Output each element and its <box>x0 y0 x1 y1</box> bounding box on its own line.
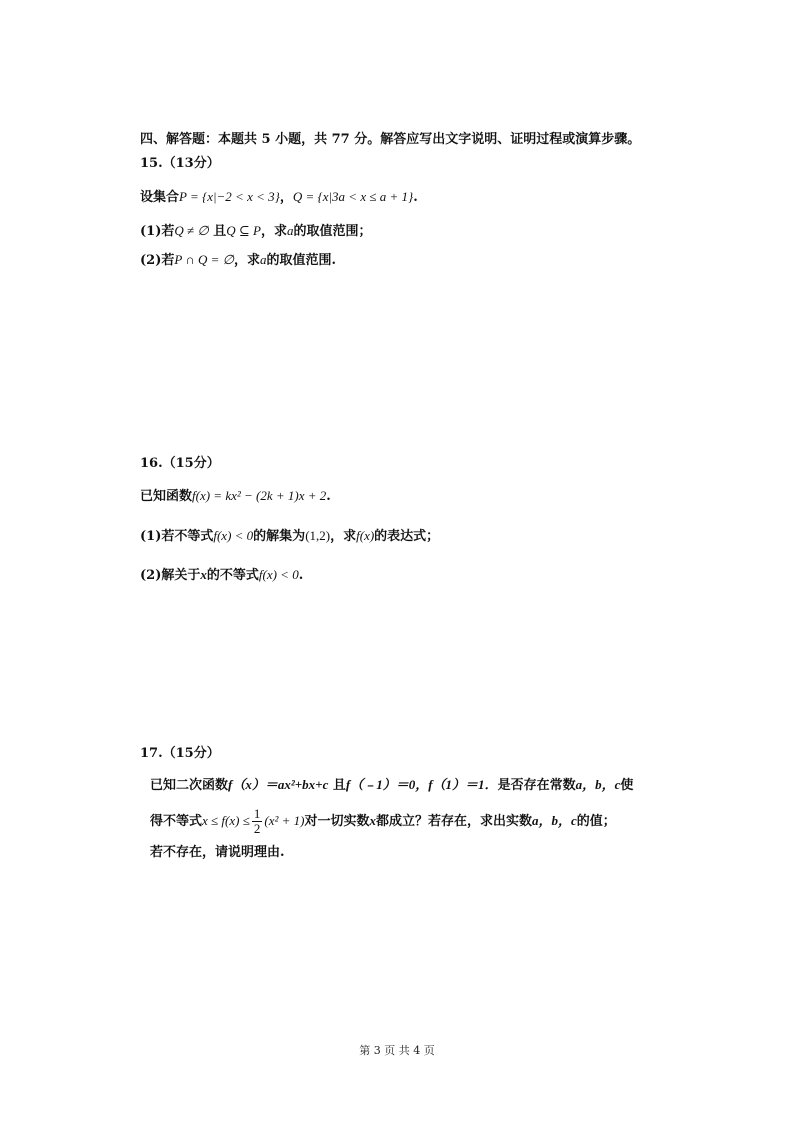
stem-prefix: 已知函数 <box>140 489 193 504</box>
problem-15-part-2 <box>140 250 336 271</box>
variable-x: x <box>200 567 207 582</box>
section-heading: 四、解答题：本题共 5 小题，共 77 分。解答应写出文字说明、证明过程或演算步骤。 <box>140 132 641 147</box>
problem-16-number: 16.（15分） <box>140 456 220 471</box>
part-tail-prefix: ，求 <box>330 529 357 544</box>
line-tail: 是否存在常数 <box>497 778 576 793</box>
fraction-numerator: 1 <box>253 806 261 821</box>
condition-math-2: Q ⊆ P <box>226 223 261 238</box>
part-label: (1)若 <box>140 224 175 239</box>
problem-16-part-2 <box>140 565 303 586</box>
problem-15-part-1 <box>140 221 372 242</box>
part-tail: 的取值范围； <box>293 224 372 239</box>
fraction-denominator: 2 <box>253 821 261 836</box>
condition-1: f（﹣1）＝0， <box>345 777 429 792</box>
interval-math: (1,2) <box>305 528 331 543</box>
variable-x: x <box>369 813 376 828</box>
line-prefix: 已知二次函数 <box>150 778 229 793</box>
quadratic-expression: ＝ax²+bx+c <box>264 777 329 792</box>
set-p-math: P = {x|−2 < x < 3} <box>179 189 280 204</box>
stem-prefix: 设集合 <box>140 190 180 205</box>
function-math: f(x) = kx² − (2k + 1)x + 2 <box>192 488 327 503</box>
part-mid: 的不等式 <box>206 568 259 583</box>
inequality-left: x ≤ f(x) ≤ <box>202 813 250 828</box>
page-footer: 第 3 页 共 4 页 <box>359 1044 435 1057</box>
stem-end: . <box>413 190 418 205</box>
inequality-math: f(x) < 0 <box>258 567 299 582</box>
line-tail: 都成立？若存在，求出实数 <box>375 814 532 829</box>
constants-abc: a，b，c <box>575 777 621 792</box>
problem-16-part-1 <box>140 526 439 547</box>
function-f: f（x） <box>228 777 265 792</box>
part-mid: 且 <box>208 224 227 239</box>
problem-17-line-3: 若不存在，请说明理由. <box>150 845 285 860</box>
line-prefix: 得不等式 <box>150 814 203 829</box>
part-tail: 的表达式； <box>374 529 440 544</box>
line-end: 使 <box>620 778 634 793</box>
part-tail-prefix: ，求 <box>260 224 287 239</box>
part-label: (2)解关于 <box>140 568 201 583</box>
variable-a: a <box>259 252 267 267</box>
part-tail-prefix: ，求 <box>233 253 260 268</box>
variable-a: a <box>287 223 294 238</box>
inequality-math: f(x) < 0 <box>213 528 254 543</box>
line-mid: 对一切实数 <box>304 814 370 829</box>
part-tail: 的取值范围. <box>266 253 336 268</box>
line-mid: 且 <box>328 778 346 793</box>
line-end: 的值； <box>576 814 616 829</box>
constants-abc: a，b，c <box>532 813 577 828</box>
part-mid: 的解集为 <box>253 529 306 544</box>
problem-16-stem <box>140 486 331 507</box>
condition-math-1: Q ≠ ∅ <box>174 223 209 238</box>
stem-end: . <box>326 489 331 504</box>
fraction-one-half <box>252 807 263 836</box>
problem-17-line-2 <box>150 804 616 839</box>
condition-math-1: P ∩ Q = ∅ <box>174 252 234 267</box>
condition-2: f（1）＝1． <box>428 777 498 792</box>
part-tail: . <box>298 568 304 583</box>
part-label: (1)若不等式 <box>140 529 214 544</box>
problem-15-number: 15.（13分） <box>140 156 220 171</box>
problem-15-stem <box>140 187 418 208</box>
function-ref-math: f(x) <box>356 528 375 543</box>
part-label: (2)若 <box>140 253 175 268</box>
stem-separator: ， <box>279 190 293 205</box>
inequality-right: (x² + 1) <box>264 813 305 828</box>
set-q-math: Q = {x|3a < x ≤ a + 1} <box>292 189 414 204</box>
problem-17-number: 17.（15分） <box>140 746 220 761</box>
problem-17-line-1 <box>150 775 633 796</box>
